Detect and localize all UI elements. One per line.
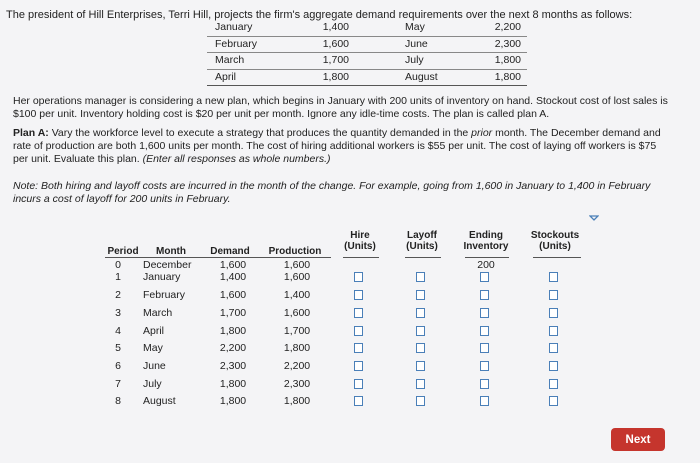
stockouts-input[interactable]	[549, 361, 558, 371]
header-month: Month	[156, 246, 186, 257]
demand-cell: 2,300	[219, 360, 247, 372]
period-cell: 5	[115, 342, 121, 354]
ending-inventory-input[interactable]	[480, 379, 489, 389]
stockouts-input[interactable]	[549, 290, 558, 300]
header-rule-left	[105, 257, 331, 258]
plan-instruction: (Enter all responses as whole numbers.)	[142, 153, 331, 165]
demand-month-left: February	[215, 37, 258, 50]
plan-line-1b: month. The December demand and	[492, 127, 661, 139]
demand-cell: 1,400	[219, 271, 247, 283]
note-line-2: incurs a cost of layoff for 200 units in February.	[13, 193, 231, 205]
production-cell: 1,400	[283, 289, 311, 301]
demand-value-right: 1,800	[494, 70, 521, 83]
layoff-input[interactable]	[416, 361, 425, 371]
note-line-1: Note: Both hiring and layoff costs are incurred in the month of the change. For example, going from 1,600 in January to 1,400 in February	[13, 180, 651, 192]
header-demand: Demand	[210, 246, 250, 257]
hire-input[interactable]	[354, 326, 363, 336]
month-cell: July	[143, 378, 162, 390]
production-cell: 2,300	[283, 378, 311, 390]
demand-row	[207, 36, 527, 53]
demand-cell: 1,800	[219, 325, 247, 337]
header-rule-ending	[465, 257, 509, 258]
month-cell: February	[143, 289, 186, 301]
month-cell: June	[143, 360, 166, 372]
demand-value-right: 2,300	[494, 37, 521, 50]
month-cell: January	[143, 271, 181, 283]
plan-line-2: rate of production are both 1,600 units per month. The cost of hiring additional workers is $55 per unit. The cost of laying off workers is $75	[13, 140, 657, 152]
demand-value-left: 1,600	[322, 37, 349, 50]
month-cell: December	[143, 259, 192, 271]
demand-cell: 1,700	[219, 307, 247, 319]
hire-input[interactable]	[354, 290, 363, 300]
hire-input[interactable]	[354, 343, 363, 353]
period-cell: 7	[115, 378, 121, 390]
demand-month-left: January	[215, 21, 253, 33]
production-cell: 1,800	[283, 342, 311, 354]
demand-cell: 2,200	[219, 342, 247, 354]
header-period: Period	[107, 246, 139, 257]
header-production: Production	[268, 246, 322, 257]
demand-row	[207, 69, 527, 86]
ending-inventory-cell: 200	[477, 259, 495, 271]
layoff-input[interactable]	[416, 343, 425, 353]
layoff-input[interactable]	[416, 326, 425, 336]
demand-row	[207, 20, 527, 36]
next-button[interactable]: Next	[611, 428, 665, 451]
month-cell: March	[143, 307, 173, 319]
hire-input[interactable]	[354, 308, 363, 318]
demand-value-right: 1,800	[494, 54, 521, 66]
stockouts-input[interactable]	[549, 343, 558, 353]
layoff-input[interactable]	[416, 308, 425, 318]
period-cell: 0	[115, 259, 121, 271]
ending-inventory-input[interactable]	[480, 272, 489, 282]
header-rule-hire	[343, 257, 379, 258]
demand-cell: 1,600	[219, 259, 247, 271]
header-ending-inventory: Ending Inventory	[463, 230, 509, 252]
plan-line-3a: per unit. Evaluate this plan.	[13, 153, 143, 165]
layoff-input[interactable]	[416, 396, 425, 406]
ending-inventory-input[interactable]	[480, 290, 489, 300]
demand-cell: 1,800	[219, 395, 247, 407]
inventory-line-1: Her operations manager is considering a new plan, which begins in January with 200 units of inventory on hand. Stockout cost of lost sales is	[13, 95, 668, 107]
month-cell: April	[143, 325, 165, 337]
ending-inventory-input[interactable]	[480, 361, 489, 371]
period-cell: 8	[115, 395, 121, 407]
inventory-line-2: $100 per unit. Inventory holding cost is $20 per unit per month. Ignore any idle-time costs. The plan is called plan A.	[13, 108, 550, 120]
hire-input[interactable]	[354, 272, 363, 282]
layoff-input[interactable]	[416, 290, 425, 300]
production-cell: 1,600	[283, 271, 311, 283]
demand-month-right: July	[405, 54, 424, 66]
period-cell: 4	[115, 325, 121, 337]
demand-row	[207, 53, 527, 70]
production-cell: 1,700	[283, 325, 311, 337]
stockouts-input[interactable]	[549, 326, 558, 336]
demand-cell: 1,600	[219, 289, 247, 301]
demand-month-right: August	[405, 70, 438, 83]
plan-prior-word: prior	[471, 127, 493, 139]
plan-a-table	[99, 219, 607, 415]
header-hire: Hire (Units)	[344, 230, 376, 252]
header-layoff: Layoff (Units)	[406, 230, 438, 252]
hire-input[interactable]	[354, 396, 363, 406]
month-cell: May	[143, 342, 163, 354]
demand-value-left: 1,400	[322, 21, 349, 33]
note-paragraph	[13, 180, 679, 206]
ending-inventory-input[interactable]	[480, 343, 489, 353]
demand-month-left: March	[215, 54, 245, 66]
demand-month-right: June	[405, 37, 428, 50]
layoff-input[interactable]	[416, 379, 425, 389]
plan-a-label: Plan A:	[13, 127, 49, 139]
demand-value-right: 2,200	[494, 21, 521, 33]
demand-cell: 1,800	[219, 378, 247, 390]
demand-month-left: April	[215, 70, 237, 83]
demand-value-left: 1,800	[322, 70, 349, 83]
ending-inventory-input[interactable]	[480, 326, 489, 336]
period-cell: 6	[115, 360, 121, 372]
period-cell: 1	[115, 271, 121, 283]
month-cell: August	[143, 395, 176, 407]
period-cell: 3	[115, 307, 121, 319]
demand-value-left: 1,700	[322, 54, 349, 66]
header-stockouts: Stockouts (Units)	[530, 230, 580, 252]
stockouts-input[interactable]	[549, 272, 558, 282]
stockouts-input[interactable]	[549, 396, 558, 406]
plan-line-1: Vary the workforce level to execute a strategy that produces the quantity demanded in the	[48, 127, 472, 139]
demand-table	[207, 20, 527, 86]
inventory-paragraph	[13, 95, 679, 121]
hire-input[interactable]	[354, 379, 363, 389]
production-cell: 1,600	[283, 259, 311, 271]
demand-month-right: May	[405, 21, 425, 33]
period-cell: 2	[115, 289, 121, 301]
intro-text: The president of Hill Enterprises, Terri Hill, projects the firm's aggregate demand requirements over the next 8 months as follows:	[6, 9, 633, 21]
production-cell: 1,800	[283, 395, 311, 407]
ending-inventory-input[interactable]	[480, 308, 489, 318]
layoff-input[interactable]	[416, 272, 425, 282]
production-cell: 1,600	[283, 307, 311, 319]
plan-a-paragraph	[13, 127, 679, 166]
stockouts-input[interactable]	[549, 379, 558, 389]
ending-inventory-input[interactable]	[480, 396, 489, 406]
production-cell: 2,200	[283, 360, 311, 372]
hire-input[interactable]	[354, 361, 363, 371]
stockouts-input[interactable]	[549, 308, 558, 318]
header-rule-stockouts	[533, 257, 581, 258]
header-rule-layoff	[405, 257, 441, 258]
